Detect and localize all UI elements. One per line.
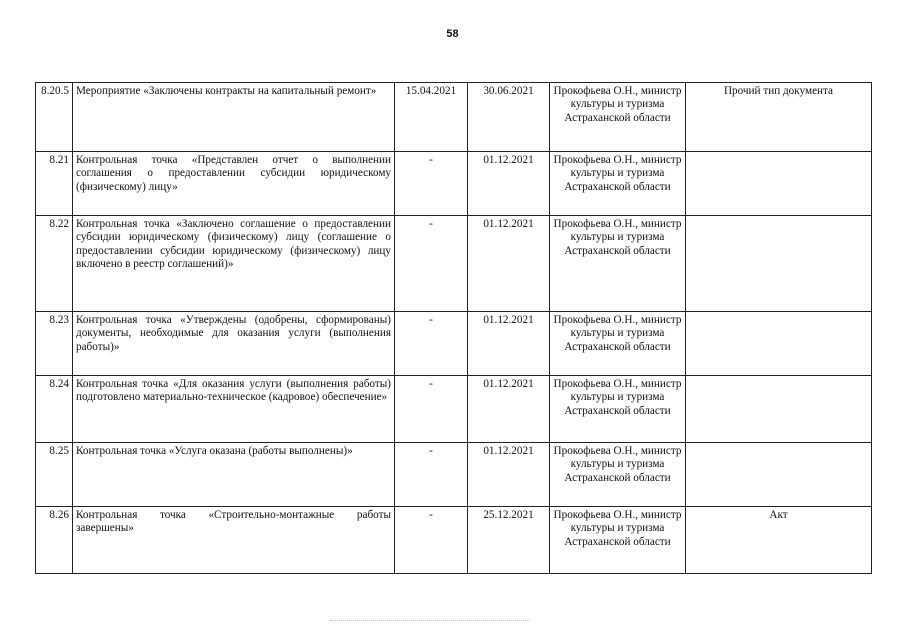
row-start-date: - — [395, 216, 468, 312]
row-title: Мероприятие «Заключены контракты на капитальный ремонт» — [73, 83, 395, 152]
row-number: 8.25 — [36, 443, 73, 507]
row-document-type — [686, 376, 872, 443]
row-start-date: - — [395, 312, 468, 376]
row-document-type — [686, 152, 872, 216]
row-end-date: 01.12.2021 — [468, 376, 550, 443]
row-number: 8.23 — [36, 312, 73, 376]
page-number: 58 — [446, 28, 459, 40]
row-responsible: Прокофьева О.Н., министр культуры и туризма Астраханской области — [550, 216, 686, 312]
row-document-type: Акт — [686, 507, 872, 574]
row-title: Контрольная точка «Услуга оказана (работы выполнены)» — [73, 443, 395, 507]
row-end-date: 01.12.2021 — [468, 152, 550, 216]
row-end-date: 25.12.2021 — [468, 507, 550, 574]
row-responsible: Прокофьева О.Н., министр культуры и туризма Астраханской области — [550, 507, 686, 574]
table-row — [36, 312, 872, 376]
row-number: 8.26 — [36, 507, 73, 574]
row-responsible: Прокофьева О.Н., министр культуры и туризма Астраханской области — [550, 83, 686, 152]
scan-artifact — [330, 620, 530, 623]
row-start-date: 15.04.2021 — [395, 83, 468, 152]
row-responsible: Прокофьева О.Н., министр культуры и туризма Астраханской области — [550, 312, 686, 376]
row-start-date: - — [395, 376, 468, 443]
plan-table — [35, 82, 872, 574]
row-title: Контрольная точка «Заключено соглашение о предоставлении субсидии юридическому (физическому) лицу (соглашение о предоставлении субсидии юридическому (физическому) лицу включено в реестр соглашений)» — [73, 216, 395, 312]
row-title: Контрольная точка «Для оказания услуги (выполнения работы) подготовлено материально-техническое (кадровое) обеспечение» — [73, 376, 395, 443]
table-row — [36, 507, 872, 574]
row-number: 8.22 — [36, 216, 73, 312]
row-responsible: Прокофьева О.Н., министр культуры и туризма Астраханской области — [550, 376, 686, 443]
row-document-type — [686, 312, 872, 376]
table-row — [36, 376, 872, 443]
row-responsible: Прокофьева О.Н., министр культуры и туризма Астраханской области — [550, 152, 686, 216]
table-row — [36, 83, 872, 152]
row-end-date: 01.12.2021 — [468, 312, 550, 376]
row-start-date: - — [395, 443, 468, 507]
row-number: 8.24 — [36, 376, 73, 443]
table-row — [36, 216, 872, 312]
row-document-type — [686, 216, 872, 312]
row-document-type — [686, 443, 872, 507]
row-title: Контрольная точка «Строительно-монтажные работы завершены» — [73, 507, 395, 574]
row-number: 8.21 — [36, 152, 73, 216]
row-end-date: 01.12.2021 — [468, 443, 550, 507]
table-row — [36, 152, 872, 216]
table-row — [36, 443, 872, 507]
row-responsible: Прокофьева О.Н., министр культуры и туризма Астраханской области — [550, 443, 686, 507]
row-document-type: Прочий тип документа — [686, 83, 872, 152]
row-start-date: - — [395, 507, 468, 574]
row-title: Контрольная точка «Представлен отчет о выполнении соглашения о предоставлении субсидии юридическому (физическому) лицу» — [73, 152, 395, 216]
row-number: 8.20.5 — [36, 83, 73, 152]
row-end-date: 30.06.2021 — [468, 83, 550, 152]
row-end-date: 01.12.2021 — [468, 216, 550, 312]
row-title: Контрольная точка «Утверждены (одобрены, сформированы) документы, необходимые для оказания услуги (выполнения работы)» — [73, 312, 395, 376]
row-start-date: - — [395, 152, 468, 216]
